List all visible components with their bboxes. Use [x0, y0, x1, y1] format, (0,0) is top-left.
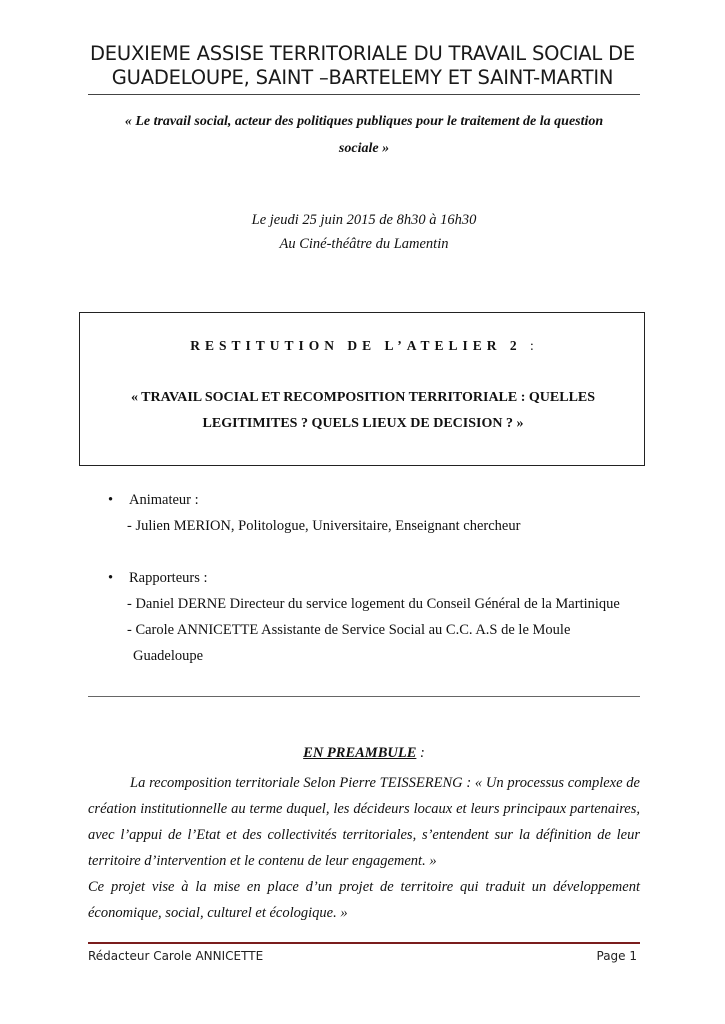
footer-author: Rédacteur Carole ANNICETTE: [88, 949, 264, 963]
footer-divider: [88, 942, 640, 944]
preamble-heading-text: EN PREAMBULE: [303, 745, 417, 761]
workshop-title-line-1: « TRAVAIL SOCIAL ET RECOMPOSITION TERRITORIALE : QUELLES: [130, 390, 596, 405]
title-line-1: DEUXIEME ASSISE TERRITORIALE DU TRAVAIL SOCIAL DE: [89, 42, 636, 65]
footer-page-number: Page 1: [596, 949, 637, 963]
rapporteurs-section: [108, 565, 648, 669]
preamble-body: [88, 770, 640, 926]
list-item: [108, 565, 648, 591]
workshop-heading-colon: :: [530, 338, 534, 353]
subtitle: [88, 108, 640, 162]
animateur-section: [108, 487, 648, 539]
rapporteur-1: - Daniel DERNE Directeur du service logement du Conseil Général de la Martinique: [127, 596, 620, 612]
rapporteur-2: - Carole ANNICETTE Assistante de Service Social au C.C. A.S de le Moule: [127, 622, 571, 638]
title-divider: [88, 94, 640, 95]
bullet-icon: •: [108, 570, 114, 586]
preamble-paragraph-2: Ce projet vise à la mise en place d’un projet de territoire qui traduit un développement économique, social, culturel et écologique. »: [88, 879, 640, 921]
subtitle-line-1: « Le travail social, acteur des politiques publiques pour le traitement de la question: [124, 114, 604, 129]
animateur-label: Animateur :: [129, 492, 199, 508]
preamble-heading-colon: :: [416, 745, 425, 761]
workshop-heading: [80, 338, 644, 354]
preamble-paragraph-1: La recomposition territoriale Selon Pierre TEISSERENG : « Un processus complexe de création institutionnelle au terme duquel, les décideurs locaux et leurs principaux partenaires, avec l’appui de l’Etat et des collectivités territoriales, s’entendent sur la définition de leur territoire d’intervention et le contenu de leur engagement. »: [88, 775, 640, 869]
bullet-icon: •: [108, 492, 114, 508]
preamble-heading: [88, 745, 640, 762]
workshop-heading-text: RESTITUTION DE L’ATELIER 2: [190, 338, 522, 353]
title-line-2: GUADELOUPE, SAINT –BARTELEMY ET SAINT-MARTIN: [111, 66, 614, 89]
workshop-box: [79, 312, 645, 466]
document-title: [60, 42, 665, 90]
event-date: Le jeudi 25 juin 2015 de 8h30 à 16h30: [251, 212, 477, 228]
workshop-title-line-2: LEGITIMITES ? QUELS LIEUX DE DECISION ? »: [202, 416, 524, 431]
workshop-title: [90, 385, 636, 437]
subtitle-line-2: sociale »: [338, 141, 390, 156]
rapporteurs-label: Rapporteurs :: [129, 570, 208, 586]
section-divider: [88, 696, 640, 697]
rapporteur-2-continued: Guadeloupe: [133, 648, 204, 664]
event-info: [88, 208, 640, 256]
animateur-person: - Julien MERION, Politologue, Universitaire, Enseignant chercheur: [127, 518, 521, 534]
event-venue: Au Ciné-théâtre du Lamentin: [279, 236, 449, 252]
list-item: [108, 487, 648, 513]
